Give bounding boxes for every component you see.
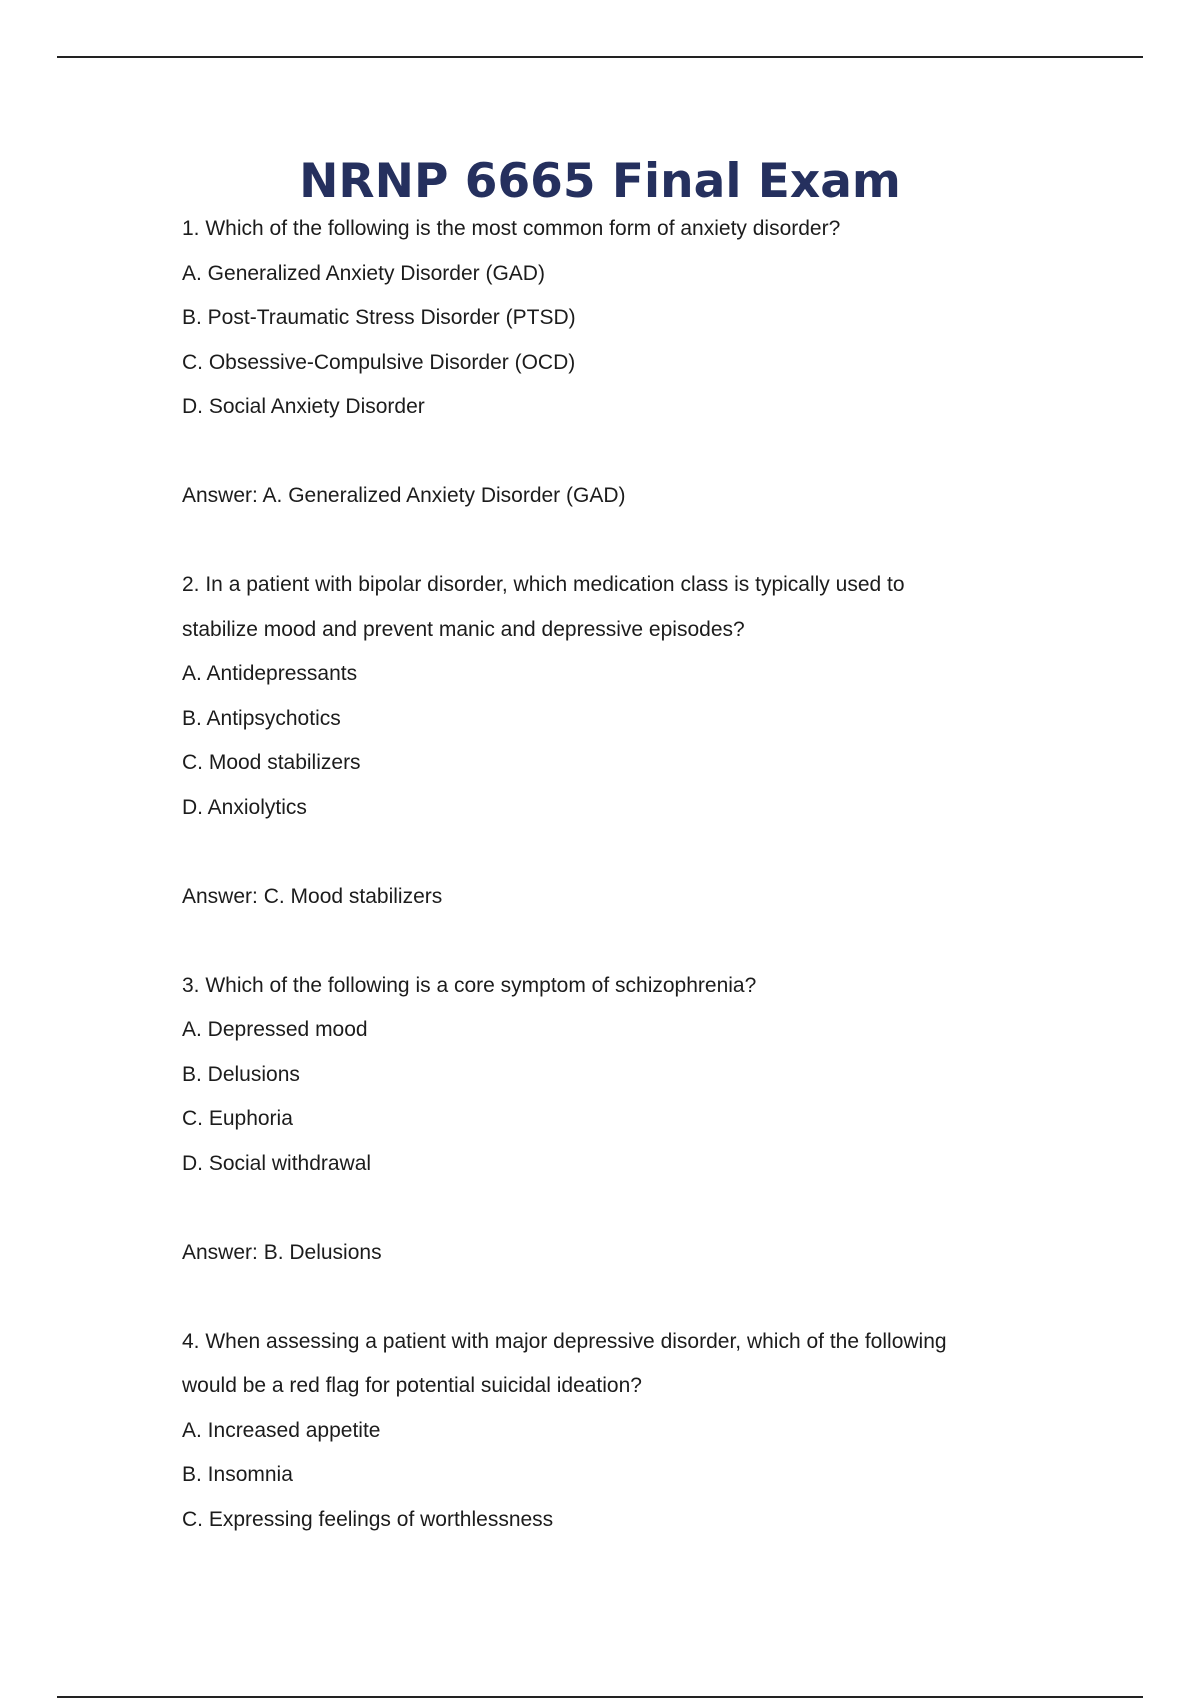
header-rule xyxy=(57,56,1143,58)
spacer xyxy=(182,519,1042,564)
spacer xyxy=(182,1186,1042,1231)
question-block xyxy=(182,1320,1042,1543)
footer-rule xyxy=(57,1696,1143,1698)
answer-option: D. Social Anxiety Disorder xyxy=(182,395,425,418)
answer-option: C. Euphoria xyxy=(182,1107,293,1130)
answer-option: C. Expressing feelings of worthlessness xyxy=(182,1507,554,1531)
spacer xyxy=(182,830,1042,875)
answer-option: B. Insomnia xyxy=(182,1463,293,1486)
correct-answer: Answer: A. Generalized Anxiety Disorder (GAD) xyxy=(182,484,626,507)
answer-option: C. Mood stabilizers xyxy=(182,751,361,774)
question-block xyxy=(182,207,1042,563)
answer-option: B. Delusions xyxy=(182,1062,300,1086)
question-text: stabilize mood and prevent manic and depressive episodes? xyxy=(182,617,745,641)
answer-option: A. Antidepressants xyxy=(182,662,358,685)
answer-option: D. Anxiolytics xyxy=(182,795,307,819)
answer-option: C. Obsessive-Compulsive Disorder (OCD) xyxy=(182,350,576,374)
answer-option: A. Generalized Anxiety Disorder (GAD) xyxy=(182,261,545,285)
answer-option: A. Depressed mood xyxy=(182,1018,368,1041)
question-text: 3. Which of the following is a core symptom of schizophrenia? xyxy=(182,973,757,997)
page-title: NRNP 6665 Final Exam xyxy=(299,154,901,209)
answer-option: B. Post-Traumatic Stress Disorder (PTSD) xyxy=(182,306,576,329)
spacer xyxy=(182,1275,1042,1320)
spacer xyxy=(182,919,1042,964)
correct-answer: Answer: B. Delusions xyxy=(182,1240,382,1264)
answer-option: D. Social withdrawal xyxy=(182,1151,372,1175)
exam-content xyxy=(182,207,1042,1542)
question-text: 4. When assessing a patient with major depressive disorder, which of the following xyxy=(182,1329,947,1353)
question-text: 2. In a patient with bipolar disorder, which medication class is typically used to xyxy=(182,573,905,596)
answer-option: B. Antipsychotics xyxy=(182,706,341,730)
question-block xyxy=(182,563,1042,964)
question-text: 1. Which of the following is the most common form of anxiety disorder? xyxy=(182,217,841,240)
question-text: would be a red flag for potential suicidal ideation? xyxy=(182,1374,642,1397)
question-block xyxy=(182,964,1042,1320)
correct-answer: Answer: C. Mood stabilizers xyxy=(182,884,443,908)
spacer xyxy=(182,430,1042,475)
answer-option: A. Increased appetite xyxy=(182,1418,381,1442)
